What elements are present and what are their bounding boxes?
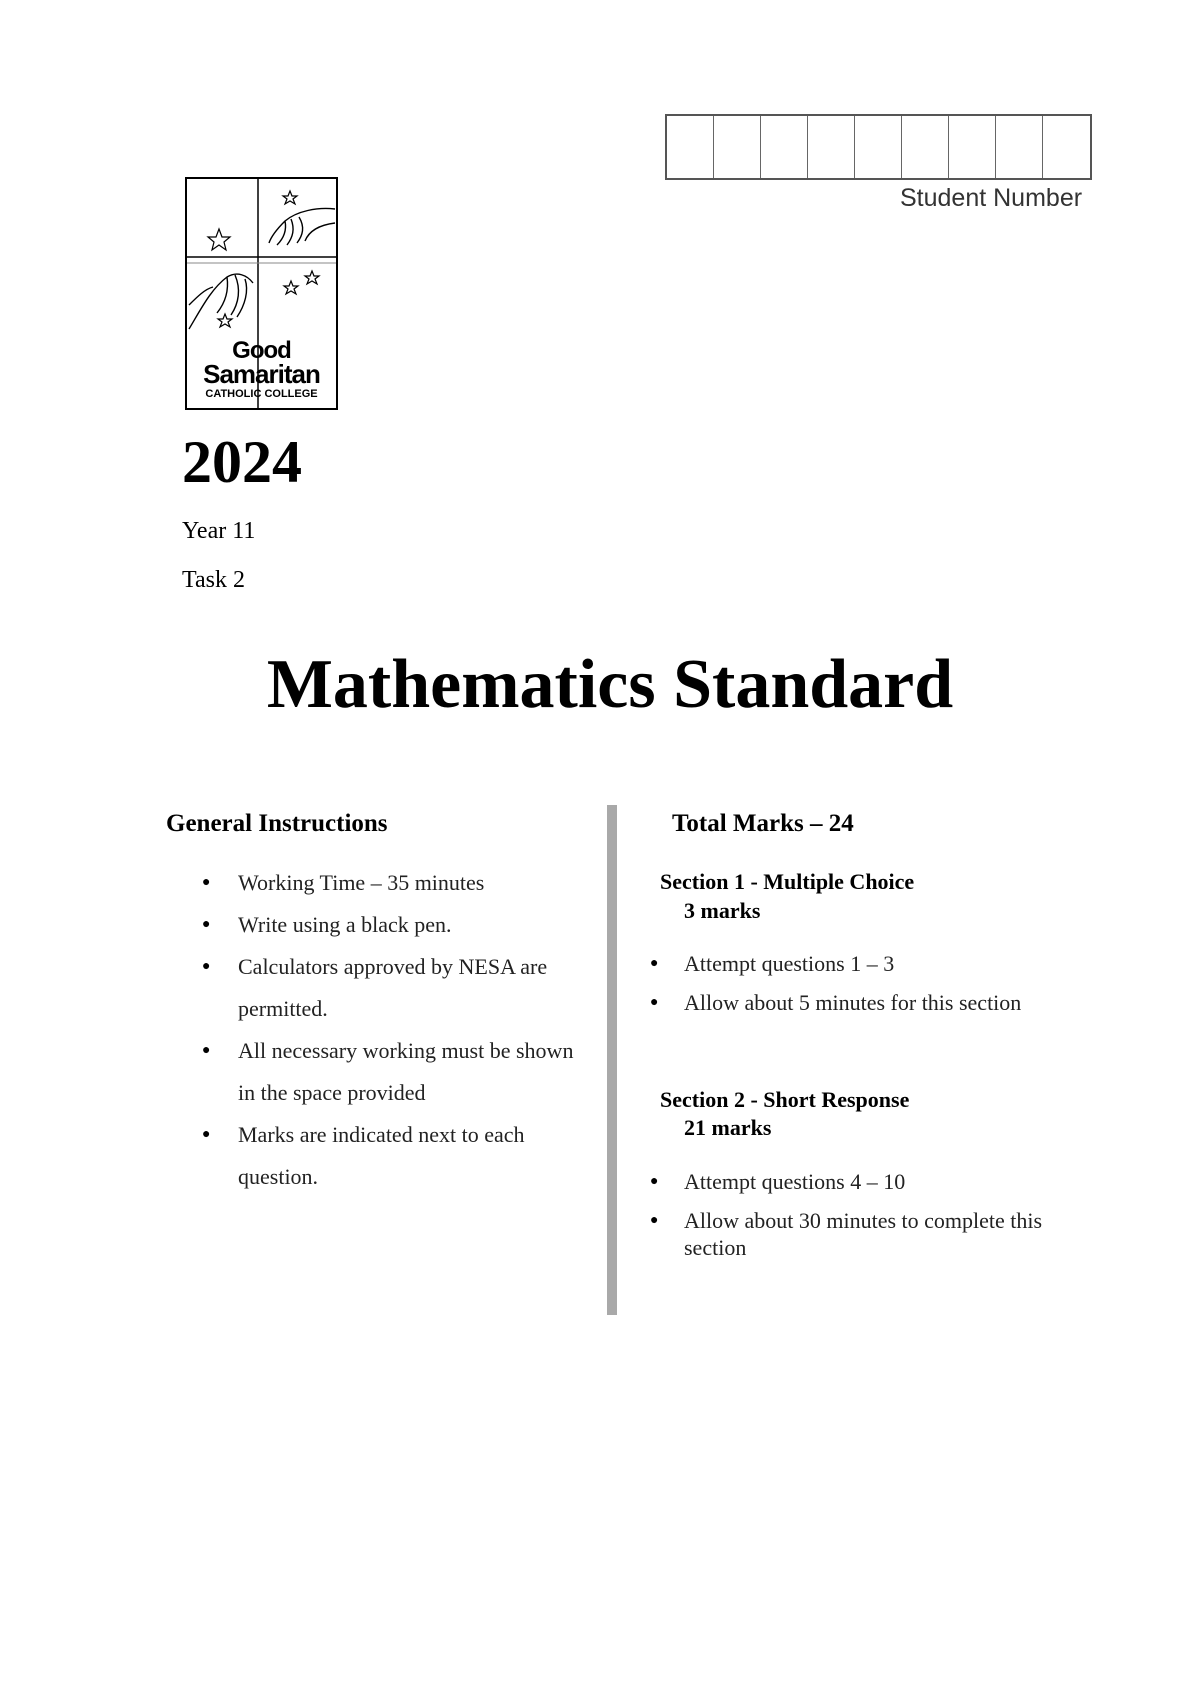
section-2-list <box>650 1168 1070 1273</box>
student-number-label: Student Number <box>900 184 1083 212</box>
section-1-title: Section 1 - Multiple Choice <box>660 869 915 894</box>
student-number-box[interactable] <box>1043 116 1090 178</box>
column-divider <box>607 805 617 1315</box>
list-item: ● Allow about 5 minutes for this section <box>650 989 1070 1016</box>
general-instructions-list <box>202 862 592 1198</box>
student-number-box[interactable] <box>949 116 996 178</box>
exam-year: 2024 <box>182 429 302 495</box>
list-item: ● Write using a black pen. <box>202 904 592 946</box>
list-item: ● Attempt questions 1 – 3 <box>650 950 1070 977</box>
exam-level: Year 11 <box>182 518 256 544</box>
student-number-box[interactable] <box>855 116 902 178</box>
logo-text-samaritan: Samaritan <box>203 359 320 389</box>
section-1-marks: 3 marks <box>684 898 761 923</box>
student-number-box[interactable] <box>761 116 808 178</box>
list-item: ● Allow about 30 minutes to complete this section <box>650 1207 1070 1261</box>
student-number-boxes[interactable] <box>665 114 1092 180</box>
list-item: ● Attempt questions 4 – 10 <box>650 1168 1070 1195</box>
list-item: ● Working Time – 35 minutes <box>202 862 592 904</box>
section-2-title: Section 2 - Short Response <box>660 1087 910 1112</box>
logo-text-college: CATHOLIC COLLEGE <box>205 388 318 400</box>
student-number-box[interactable] <box>714 116 761 178</box>
student-number-box[interactable] <box>996 116 1043 178</box>
school-logo <box>185 177 338 410</box>
logo-text-good: Good <box>232 337 291 364</box>
section-2-marks: 21 marks <box>684 1115 772 1140</box>
student-number-box[interactable] <box>667 116 714 178</box>
general-instructions-heading: General Instructions <box>166 810 388 837</box>
student-number-box[interactable] <box>902 116 949 178</box>
page-title: Mathematics Standard <box>266 646 954 723</box>
list-item: ● Calculators approved by NESA are permitted. <box>202 946 592 1030</box>
list-item: ● Marks are indicated next to each question. <box>202 1114 592 1198</box>
student-number-box[interactable] <box>808 116 855 178</box>
section-1-list <box>650 950 1070 1028</box>
list-item: ● All necessary working must be shown in the space provided <box>202 1030 592 1114</box>
exam-task: Task 2 <box>182 567 245 593</box>
total-marks-heading: Total Marks – 24 <box>672 810 854 837</box>
